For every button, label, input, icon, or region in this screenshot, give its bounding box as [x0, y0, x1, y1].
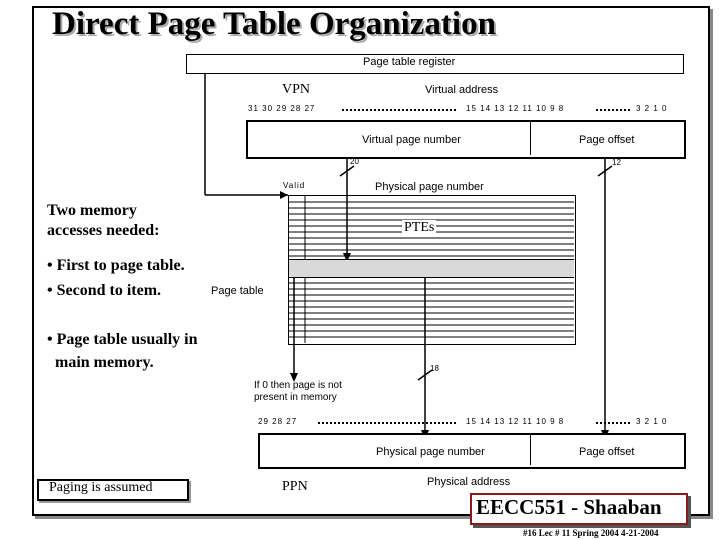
width-20-label: 20 [350, 157, 359, 166]
physical-page-number-top-label: Physical page number [375, 181, 484, 193]
note-two-accesses: Two memory accesses needed: [47, 202, 160, 239]
ptes-label: PTEs [404, 220, 435, 235]
ppn-label: PPN [282, 479, 308, 494]
page-offset-bottom-label: Page offset [579, 446, 635, 458]
slide-title: Direct Page Table Organization [52, 6, 496, 42]
va-bits-mid: 15 14 13 12 11 10 9 8 [466, 104, 565, 113]
width-18-label: 18 [430, 364, 439, 373]
page-table-highlight-row [289, 259, 574, 278]
virtual-address-label: Virtual address [425, 84, 499, 96]
va-bits-right: 3 2 1 0 [636, 104, 668, 113]
physical-address-label: Physical address [427, 476, 511, 488]
vpn-label: VPN [282, 82, 311, 97]
va-divider [530, 122, 531, 155]
page-table-label: Page table [211, 285, 264, 297]
pa-bits-right: 3 2 1 0 [636, 417, 668, 426]
pa-bits-mid: 15 14 13 12 11 10 9 8 [466, 417, 565, 426]
slide-footer: #16 Lec # 11 Spring 2004 4-21-2004 [523, 528, 659, 538]
pa-bits-left: 29 28 27 [258, 417, 298, 426]
width-12-label: 12 [612, 158, 621, 167]
physical-page-number-bottom-label: Physical page number [376, 446, 485, 458]
not-present-note: If 0 then page is not present in memory [254, 380, 342, 403]
brand-label: EECC551 - Shaaban [476, 495, 662, 519]
page-table-register-label: Page table register [363, 56, 456, 68]
note-second: • Second to item. [47, 282, 162, 299]
paging-assumed-label: Paging is assumed [49, 480, 153, 495]
va-bits-left: 31 30 29 28 27 [248, 104, 316, 113]
valid-label: Valid [283, 181, 306, 190]
page-offset-top-label: Page offset [579, 134, 635, 146]
note-first: • First to page table. [47, 257, 185, 274]
note-in-memory: • Page table usually in main memory. [47, 331, 198, 371]
virtual-page-number-label: Virtual page number [362, 134, 461, 146]
pa-divider [530, 435, 531, 465]
